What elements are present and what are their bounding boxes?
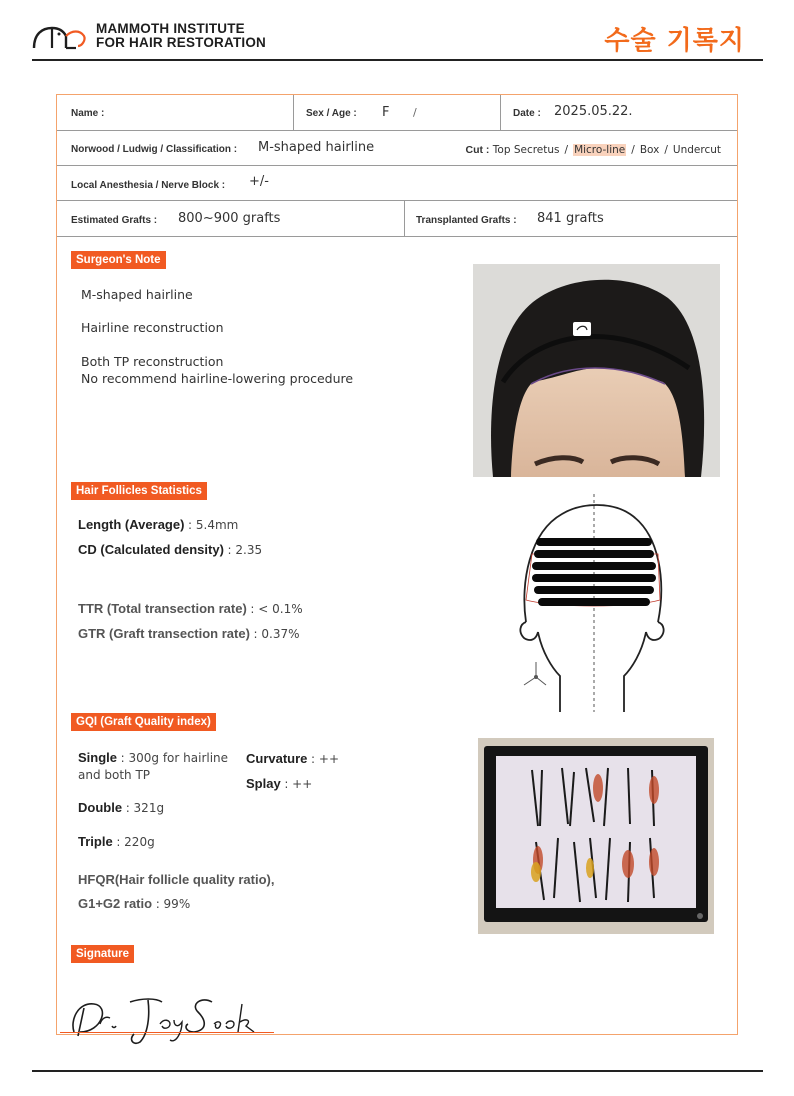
divider xyxy=(404,201,405,236)
triple-value: : 220g xyxy=(116,835,155,849)
gqi-tag: GQI (Graft Quality index) xyxy=(71,713,216,731)
hfqr-label: HFQR(Hair follicle quality ratio), xyxy=(78,872,275,887)
divider xyxy=(500,95,501,130)
single-stat-cont xyxy=(78,767,150,782)
ratio-value: : 99% xyxy=(155,897,191,911)
follicle-stats-tag: Hair Follicles Statistics xyxy=(71,482,207,500)
cut-option-box[interactable]: Box xyxy=(639,144,660,156)
gtr-stat xyxy=(78,626,300,641)
note-line-2: Hairline reconstruction xyxy=(81,320,224,335)
curvature-value: : ++ xyxy=(311,752,340,766)
cut-option-micro-line[interactable]: Micro-line xyxy=(574,144,626,156)
classification-value[interactable]: M-shaped hairline xyxy=(258,140,375,155)
length-value: : 5.4mm xyxy=(188,518,239,532)
graft-monitor-photo xyxy=(478,738,714,934)
gtr-value: : 0.37% xyxy=(253,627,300,641)
ttr-value: : < 0.1% xyxy=(250,602,303,616)
cd-stat xyxy=(78,542,262,557)
note-line-3: Both TP reconstruction xyxy=(81,354,224,369)
logo-line-1: MAMMOTH INSTITUTE xyxy=(96,21,245,36)
header-divider xyxy=(32,59,763,61)
hairline-photo xyxy=(473,264,720,477)
cut-option-top-secretus[interactable]: Top Secretus xyxy=(492,144,560,156)
transplanted-grafts-label: Transplanted Grafts : xyxy=(416,215,517,226)
sex-age-label: Sex / Age : xyxy=(306,108,357,119)
divider xyxy=(293,95,294,130)
cd-value: : 2.35 xyxy=(227,543,263,557)
cut-option-undercut[interactable]: Undercut xyxy=(672,144,721,156)
handwritten-signature xyxy=(66,977,276,1050)
length-label: Length (Average) xyxy=(78,517,185,532)
sex-value[interactable]: F xyxy=(382,105,390,120)
surgeons-note-tag: Surgeon's Note xyxy=(71,251,166,269)
ttr-label: TTR (Total transection rate) xyxy=(78,601,247,616)
row-grafts xyxy=(57,201,737,237)
length-stat xyxy=(78,517,238,532)
single-stat xyxy=(78,750,228,765)
splay-stat xyxy=(246,776,312,791)
age-separator: / xyxy=(413,106,417,119)
splay-value: : ++ xyxy=(284,777,313,791)
curvature-stat xyxy=(246,751,339,766)
triple-label: Triple xyxy=(78,834,113,849)
row-patient-info xyxy=(57,95,737,131)
triple-stat xyxy=(78,834,155,849)
ratio-label: G1+G2 ratio xyxy=(78,896,153,911)
date-label: Date : xyxy=(513,108,541,119)
cut-options: Cut : Top Secretus / Micro-line / Box / Undercut xyxy=(465,144,721,156)
single-value: : 300g for hairline xyxy=(120,751,229,765)
note-line-1: M-shaped hairline xyxy=(81,287,193,302)
classification-label: Norwood / Ludwig / Classification : xyxy=(71,144,238,155)
anesthesia-value[interactable]: +/- xyxy=(249,174,269,189)
date-value[interactable]: 2025.05.22. xyxy=(554,104,633,119)
row-classification xyxy=(57,131,737,166)
transplanted-grafts-value[interactable]: 841 grafts xyxy=(537,211,604,226)
signature-tag: Signature xyxy=(71,945,134,963)
curvature-label: Curvature xyxy=(246,751,308,766)
hfqr-stat xyxy=(78,872,274,887)
signature-underline xyxy=(60,1032,274,1033)
estimated-grafts-value[interactable]: 800~900 grafts xyxy=(178,211,281,226)
logo-text xyxy=(96,22,266,50)
ratio-stat xyxy=(78,896,190,911)
single-label: Single xyxy=(78,750,118,765)
note-line-4: No recommend hairline-lowering procedure xyxy=(81,371,354,386)
splay-label: Splay xyxy=(246,776,281,791)
donor-area-diagram xyxy=(512,492,672,714)
estimated-grafts-label: Estimated Grafts : xyxy=(71,215,158,226)
logo-line-2: FOR HAIR RESTORATION xyxy=(96,35,267,50)
cut-label: Cut : xyxy=(465,144,490,156)
gtr-label: GTR (Graft transection rate) xyxy=(78,626,250,641)
double-label: Double xyxy=(78,800,123,815)
document-title: 수술 기록지 xyxy=(604,26,745,56)
double-value: : 321g xyxy=(125,801,165,815)
single-value-2: and both TP xyxy=(78,768,151,782)
anesthesia-label: Local Anesthesia / Nerve Block : xyxy=(71,180,226,191)
mammoth-logo-icon xyxy=(32,20,94,52)
cd-label: CD (Calculated density) xyxy=(78,542,224,557)
signature-text: Dr. Jay Seok xyxy=(66,977,157,994)
double-stat xyxy=(78,800,164,815)
ttr-stat xyxy=(78,601,303,616)
row-anesthesia xyxy=(57,166,737,201)
footer-divider xyxy=(32,1070,763,1072)
name-label: Name : xyxy=(71,108,105,119)
header xyxy=(32,14,763,62)
